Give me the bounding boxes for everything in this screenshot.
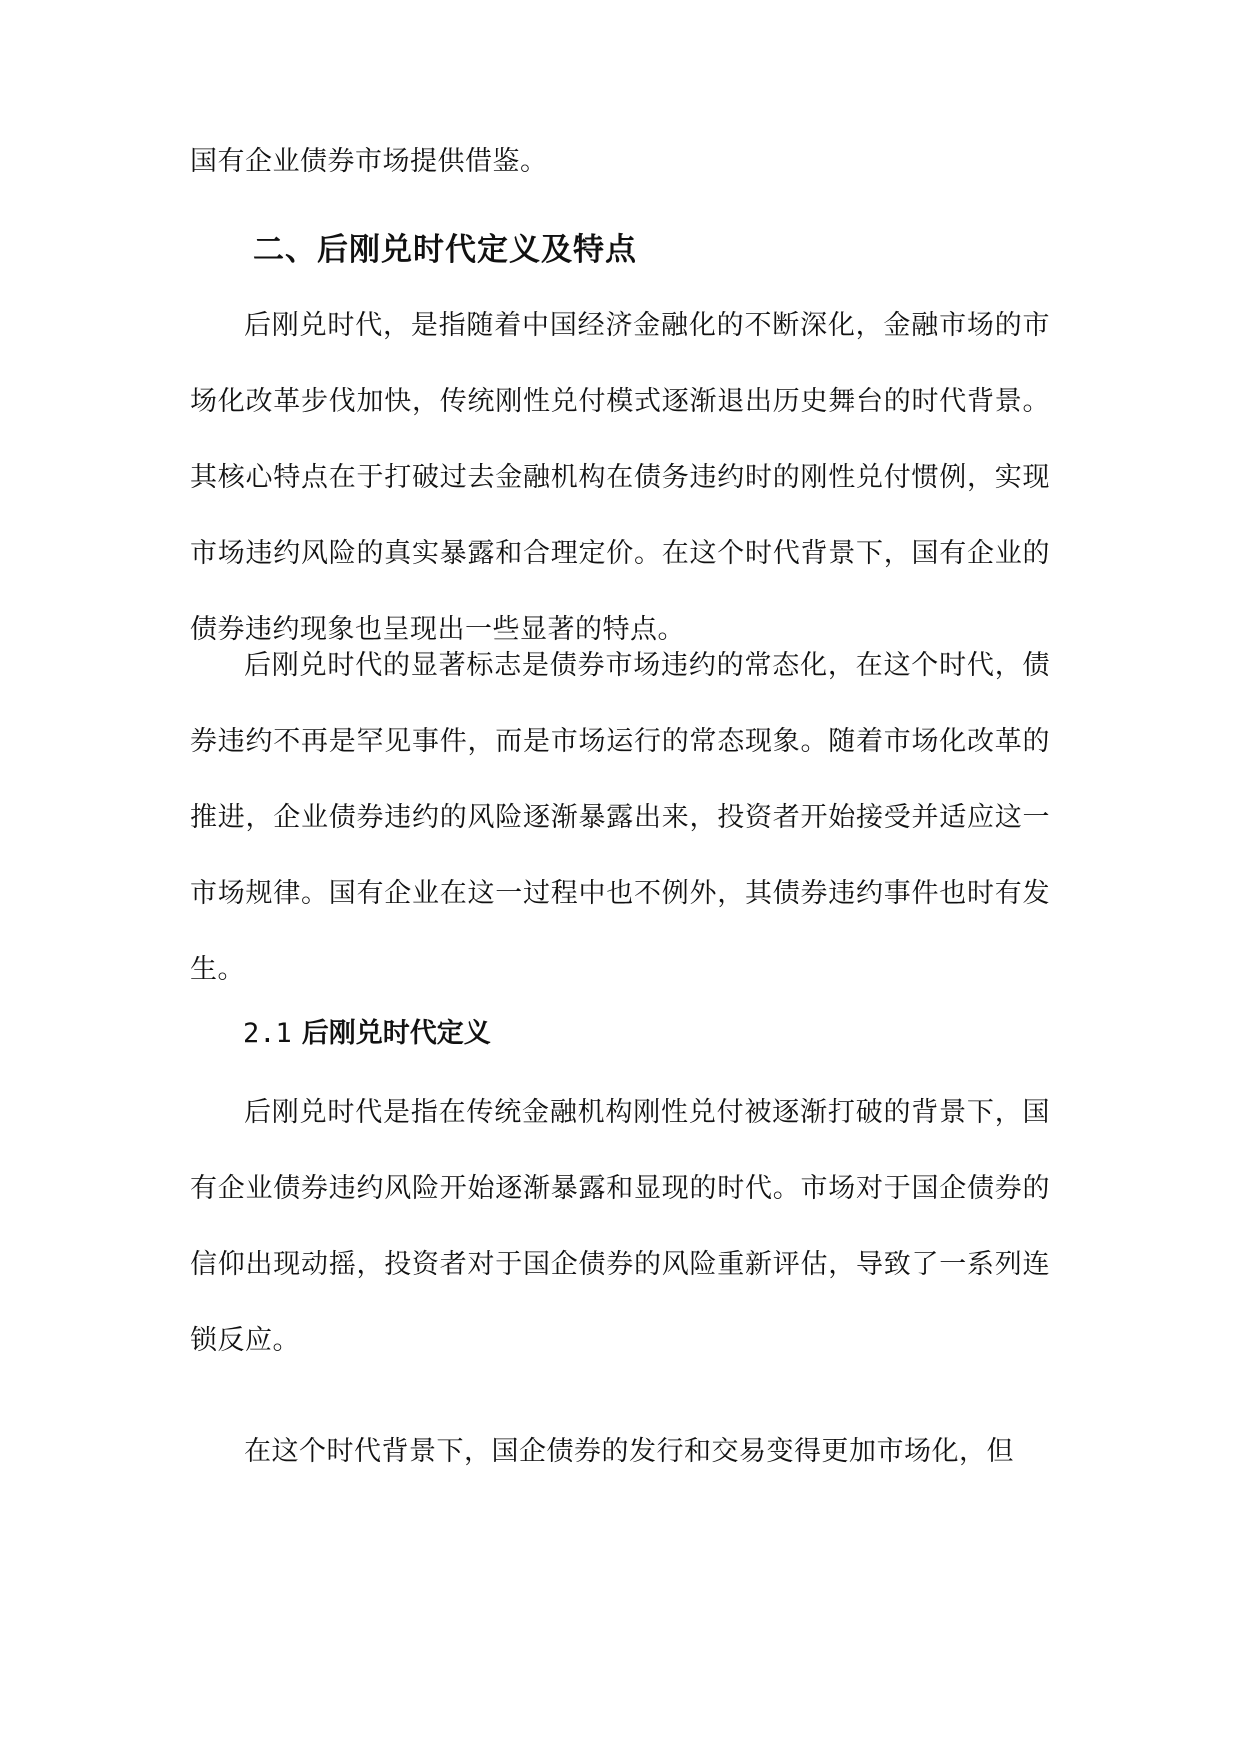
subsection-title: 后刚兑时代定义 [301, 1018, 491, 1049]
subsection-heading [243, 1016, 1103, 1052]
section-paragraph-2: 后刚兑时代的显著标志是债券市场违约的常态化，在这个时代，债券违约不再是罕见事件，而是市场运行的常态现象。随着市场化改革的推进，企业债券违约的风险逐渐暴露出来，投资者开始接受并适应这一市场规律。国有企业在这一过程中也不例外，其债券违约事件也时有发生。 [190, 650, 1050, 985]
section-paragraph-1: 后刚兑时代，是指随着中国经济金融化的不断深化，金融市场的市场化改革步伐加快，传统刚性兑付模式逐渐退出历史舞台的时代背景。其核心特点在于打破过去金融机构在债务违约时的刚性兑付惯例，实现市场违约风险的真实暴露和合理定价。在这个时代背景下，国有企业的债券违约现象也呈现出一些显著的特点。 [190, 310, 1050, 645]
subsection-number: 2.1 [243, 1018, 292, 1049]
subsection-paragraph-1: 后刚兑时代是指在传统金融机构刚性兑付被逐渐打破的背景下，国有企业债券违约风险开始逐渐暴露和显现的时代。市场对于国企债券的信仰出现动摇，投资者对于国企债券的风险重新评估，导致了一系列连锁反应。 [190, 1097, 1050, 1356]
continuation-paragraph: 国有企业债券市场提供借鉴。 [190, 146, 548, 177]
subsection-paragraph-2: 在这个时代背景下，国企债券的发行和交易变得更加市场化，但 [244, 1436, 1014, 1467]
section-heading: 二、后刚兑时代定义及特点 [253, 232, 637, 268]
